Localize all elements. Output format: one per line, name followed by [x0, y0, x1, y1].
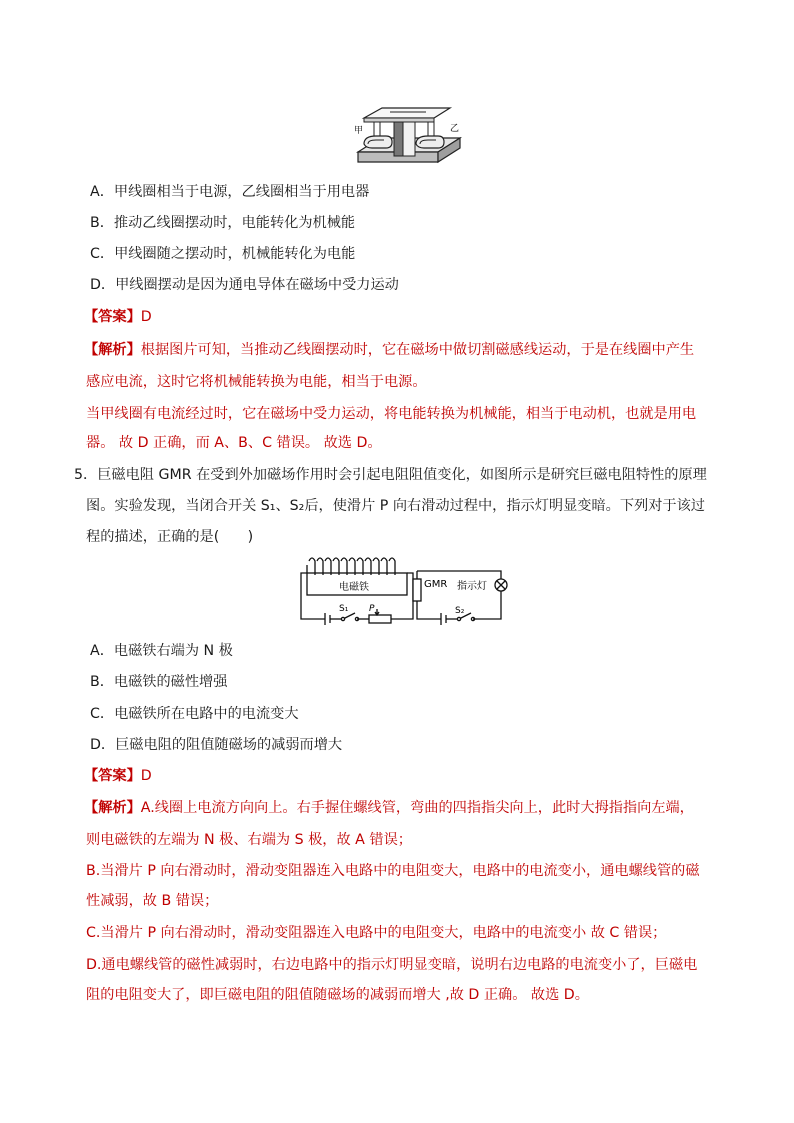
q4-answer	[84, 307, 152, 327]
q5-analysis-line-2: 则电磁铁的左端为 N 极、右端为 S 极，故 A 错误；	[86, 832, 412, 848]
q5-option-a: A．电磁铁右端为 N 极	[90, 643, 233, 659]
q5-stem-line-3: 程的描述，正确的是( )	[86, 529, 254, 545]
q5-answer	[84, 766, 152, 786]
q5-analysis-line-7: 阻的电阻变大了，即巨磁电阻的阻值随磁场的减弱而增大 ,故 D 正确。 故选 D。	[86, 987, 589, 1003]
q4-analysis-line-2: 感应电流，这时它将机械能转换为电能，相当于电源。	[86, 374, 427, 390]
q4-analysis-line-1: 【解析】根据图片可知，当推动乙线圈摆动时，它在磁场中做切割磁感线运动，于是在线圈中产生	[84, 342, 695, 358]
q5-answer-value: D	[140, 768, 152, 784]
q5-stem-line-1: 5．巨磁电阻 GMR 在受到外加磁场作用时会引起电阻阻值变化，如图所示是研究巨磁电阻特性的原理	[74, 467, 707, 483]
label-s1: S₁	[339, 604, 349, 614]
label-electromagnet: 电磁铁	[339, 582, 369, 593]
q5-option-d: D．巨磁电阻的阻值随磁场的减弱而增大	[90, 737, 343, 753]
q4-option-b: B．推动乙线圈摆动时，电能转化为机械能	[90, 215, 356, 231]
q5-option-b: B．电磁铁的磁性增强	[90, 674, 228, 690]
label-yi: 乙	[450, 124, 460, 134]
q5-analysis-line-4: 性减弱，故 B 错误；	[86, 893, 219, 909]
q5-analysis-tag: 【解析】	[84, 800, 141, 816]
q4-option-a: A．甲线圈相当于电源，乙线圈相当于用电器	[90, 184, 370, 200]
q5-analysis-line-5: C.当滑片 P 向右滑动时，滑动变阻器连入电路中的电阻变大，电路中的电流变小 故 C 错误；	[86, 925, 667, 941]
q4-analysis-line-3: 当甲线圈有电流经过时，它在磁场中受力运动，将电能转换为机械能，相当于电动机，也就是用电	[86, 406, 697, 422]
q4-analysis-line-4: 器。 故 D 正确，而 A、B、C 错误。 故选 D。	[86, 435, 382, 451]
q5-analysis-line-6: D.通电螺线管的磁性减弱时，右边电路中的指示灯明显变暗，说明右边电路的电流变小了，巨磁电	[86, 957, 698, 973]
q5-answer-tag: 【答案】	[84, 768, 141, 784]
label-p: P	[369, 604, 375, 614]
label-jia: 甲	[354, 126, 364, 136]
label-lamp: 指示灯	[457, 581, 487, 592]
q4-answer-tag: 【答案】	[84, 309, 141, 325]
gmr-circuit-figure	[295, 553, 525, 631]
label-gmr: GMR	[424, 579, 448, 590]
q5-option-c: C．电磁铁所在电路中的电流变大	[90, 706, 299, 722]
q4-option-c: C．甲线圈随之摆动时，机械能转化为电能	[90, 246, 356, 262]
q5-analysis-line-3: B.当滑片 P 向右滑动时，滑动变阻器连入电路中的电阻变大，电路中的电流变小，通电螺线管的磁	[86, 863, 700, 879]
q4-answer-value: D	[140, 309, 152, 325]
label-s2: S₂	[455, 606, 465, 616]
q5-stem-line-2: 图。实验发现，当闭合开关 S₁、S₂后，使滑片 P 向右滑动过程中，指示灯明显变暗。下列对于该过	[86, 498, 705, 514]
q4-analysis-tag: 【解析】	[84, 342, 141, 358]
coil-apparatus-figure	[352, 100, 464, 170]
q4-option-d: D．甲线圈摆动是因为通电导体在磁场中受力运动	[90, 277, 399, 293]
q5-analysis-line-1: 【解析】A.线圈上电流方向向上。右手握住螺线管，弯曲的四指指尖向上，此时大拇指指向左端，	[84, 800, 694, 816]
